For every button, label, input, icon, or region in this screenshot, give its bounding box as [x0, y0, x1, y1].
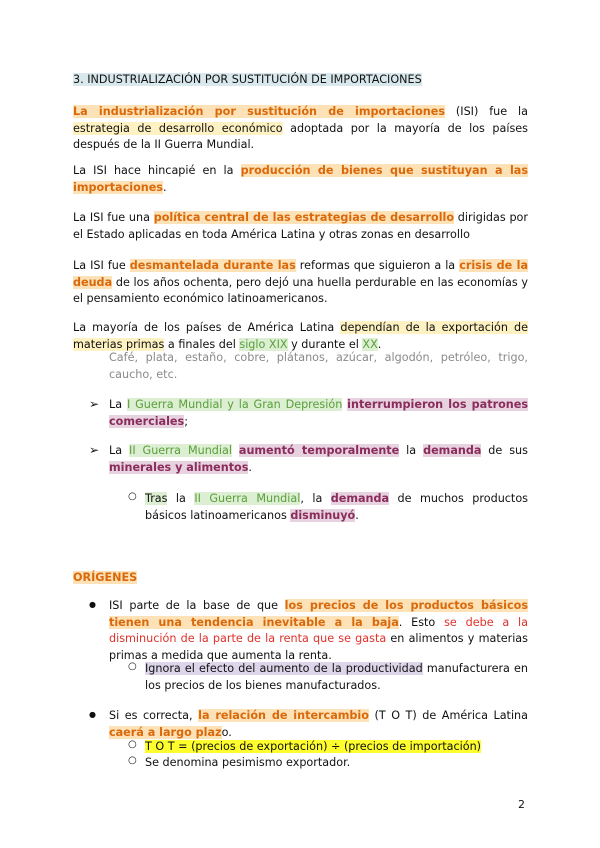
raw-materials-list: Café, plata, estaño, cobre, plátanos, azúcar, algodón, petróleo, trigo, caucho, etc.: [109, 351, 528, 381]
text: la: [399, 444, 424, 457]
text: dirigidas por el Estado aplicadas en toda América Latina y otras zonas en desarrollo: [73, 211, 528, 241]
tot-formula: T O T = (precios de exportación) ÷ (precios de importación): [145, 740, 482, 753]
text: La: [109, 444, 130, 457]
origenes-heading: [73, 570, 528, 587]
page-number: 2: [518, 798, 525, 811]
text: en alimentos y materias primas a medida que aumenta la renta.: [109, 632, 528, 662]
income-share-term: se debe a la disminución de la parte de la renta que se gasta: [109, 615, 528, 645]
wwii-term: II Guerra Mundial: [129, 444, 232, 457]
circle-marker: ○: [128, 491, 137, 502]
text: adoptada por la mayoría de los países después de la II Guerra Mundial.: [73, 121, 529, 151]
text: .: [377, 337, 382, 351]
circle-marker: ○: [128, 661, 137, 672]
text: ISI parte de la base de que: [109, 599, 285, 612]
circle-marker: ○: [128, 739, 137, 750]
arrow-marker: ➢: [89, 397, 100, 411]
circle-marker: ○: [128, 755, 137, 766]
sub-item-tot-formula: [145, 739, 528, 756]
text: y durante el: [287, 337, 363, 351]
price-trend-term: los precios de los productos básicos tienen una tendencia inevitable a la baja: [109, 599, 528, 629]
production-term: producción de bienes que sustituyan a las importaciones: [73, 164, 528, 194]
wwii-term-2: II Guerra Mundial: [194, 492, 301, 505]
sub-item-export-pessimism: Se denomina pesimismo exportador.: [145, 756, 351, 769]
arrow-item-wwi: [109, 397, 528, 430]
origenes-heading-text: ORÍGENES: [73, 571, 138, 584]
text: La ISI fue: [73, 259, 130, 272]
terms-of-trade-term: la relación de intercambio: [198, 709, 369, 722]
text: (T O T) de América Latina: [368, 709, 528, 722]
text: manufacturera en los precios de los bienes manufacturados.: [145, 662, 528, 692]
text: o.: [221, 725, 232, 739]
text: , la: [300, 492, 331, 505]
text: la: [167, 492, 195, 505]
text: a finales del: [164, 337, 240, 351]
bullet-marker: ●: [89, 600, 96, 609]
paragraph-isi-emphasis: [73, 163, 528, 196]
strategy-term: estrategia de desarrollo económico: [73, 121, 283, 135]
demand-term-2: demanda: [330, 492, 390, 505]
text: .: [248, 460, 252, 474]
section-heading-text: 3. INDUSTRIALIZACIÓN POR SUSTITUCIÓN DE IMPORTACIONES: [73, 73, 422, 86]
text: La ISI hace hincapié en la: [73, 164, 241, 177]
long-term-fall-term: caerá a largo plaz: [109, 725, 222, 739]
interrupted-term: interrumpieron los patrones comerciales: [109, 398, 528, 428]
text: [232, 444, 239, 457]
bullet-marker: ●: [89, 710, 96, 719]
bullet-item-price-trend: [109, 598, 528, 664]
text: La: [109, 398, 127, 411]
arrow-marker: ➢: [89, 443, 100, 457]
sub-item-productivity: [145, 661, 528, 694]
text: . Esto: [398, 615, 445, 629]
isi-term: La industrialización por sustitución de importaciones: [73, 105, 446, 118]
text: de muchos productos básicos latinoamericanos: [145, 492, 528, 522]
paragraph-isi-policy: [73, 210, 528, 243]
debt-crisis-term: crisis de la deuda: [73, 259, 529, 289]
increased-term: aumentó temporalmente: [238, 444, 400, 457]
text: de sus: [481, 444, 528, 457]
demand-term: demanda: [423, 444, 482, 457]
bullet-item-terms-of-trade: [109, 708, 528, 741]
decreased-term: disminuyó: [290, 508, 356, 522]
text: La ISI fue una: [73, 211, 154, 224]
text: La mayoría de los países de América Latina: [73, 321, 341, 334]
policy-term: política central de las estrategias de desarrollo: [153, 211, 455, 224]
productivity-term: Ignora el efecto del aumento de la productividad: [145, 662, 423, 675]
paragraph-isi-dismantled: [73, 258, 528, 308]
text: ;: [184, 414, 188, 428]
dependency-term: dependían de la exportación de materias primas: [73, 321, 528, 351]
sub-item-post-wwii: [145, 491, 528, 524]
century-xix: siglo XIX: [239, 337, 288, 351]
after-term: Tras: [145, 492, 168, 505]
minerals-term: minerales y alimentos: [109, 460, 249, 474]
dismantled-term: desmantelada durante las: [129, 259, 296, 272]
text: .: [162, 180, 167, 194]
paragraph-raw-materials: [73, 320, 528, 353]
text: de los años ochenta, pero dejó una huella perdurable en las economías y el pensamiento económico latinoamericanos.: [73, 275, 528, 305]
section-heading: [73, 72, 528, 89]
wwi-depression-term: I Guerra Mundial y la Gran Depresión: [126, 398, 343, 411]
arrow-item-wwii: [109, 443, 528, 476]
paragraph-isi-definition: [73, 104, 528, 154]
century-xx: XX: [362, 337, 378, 351]
text: Si es correcta,: [109, 709, 199, 722]
text: reformas que siguieron a la: [295, 259, 460, 272]
text: (ISI) fue la: [445, 105, 528, 118]
text: .: [355, 508, 359, 522]
